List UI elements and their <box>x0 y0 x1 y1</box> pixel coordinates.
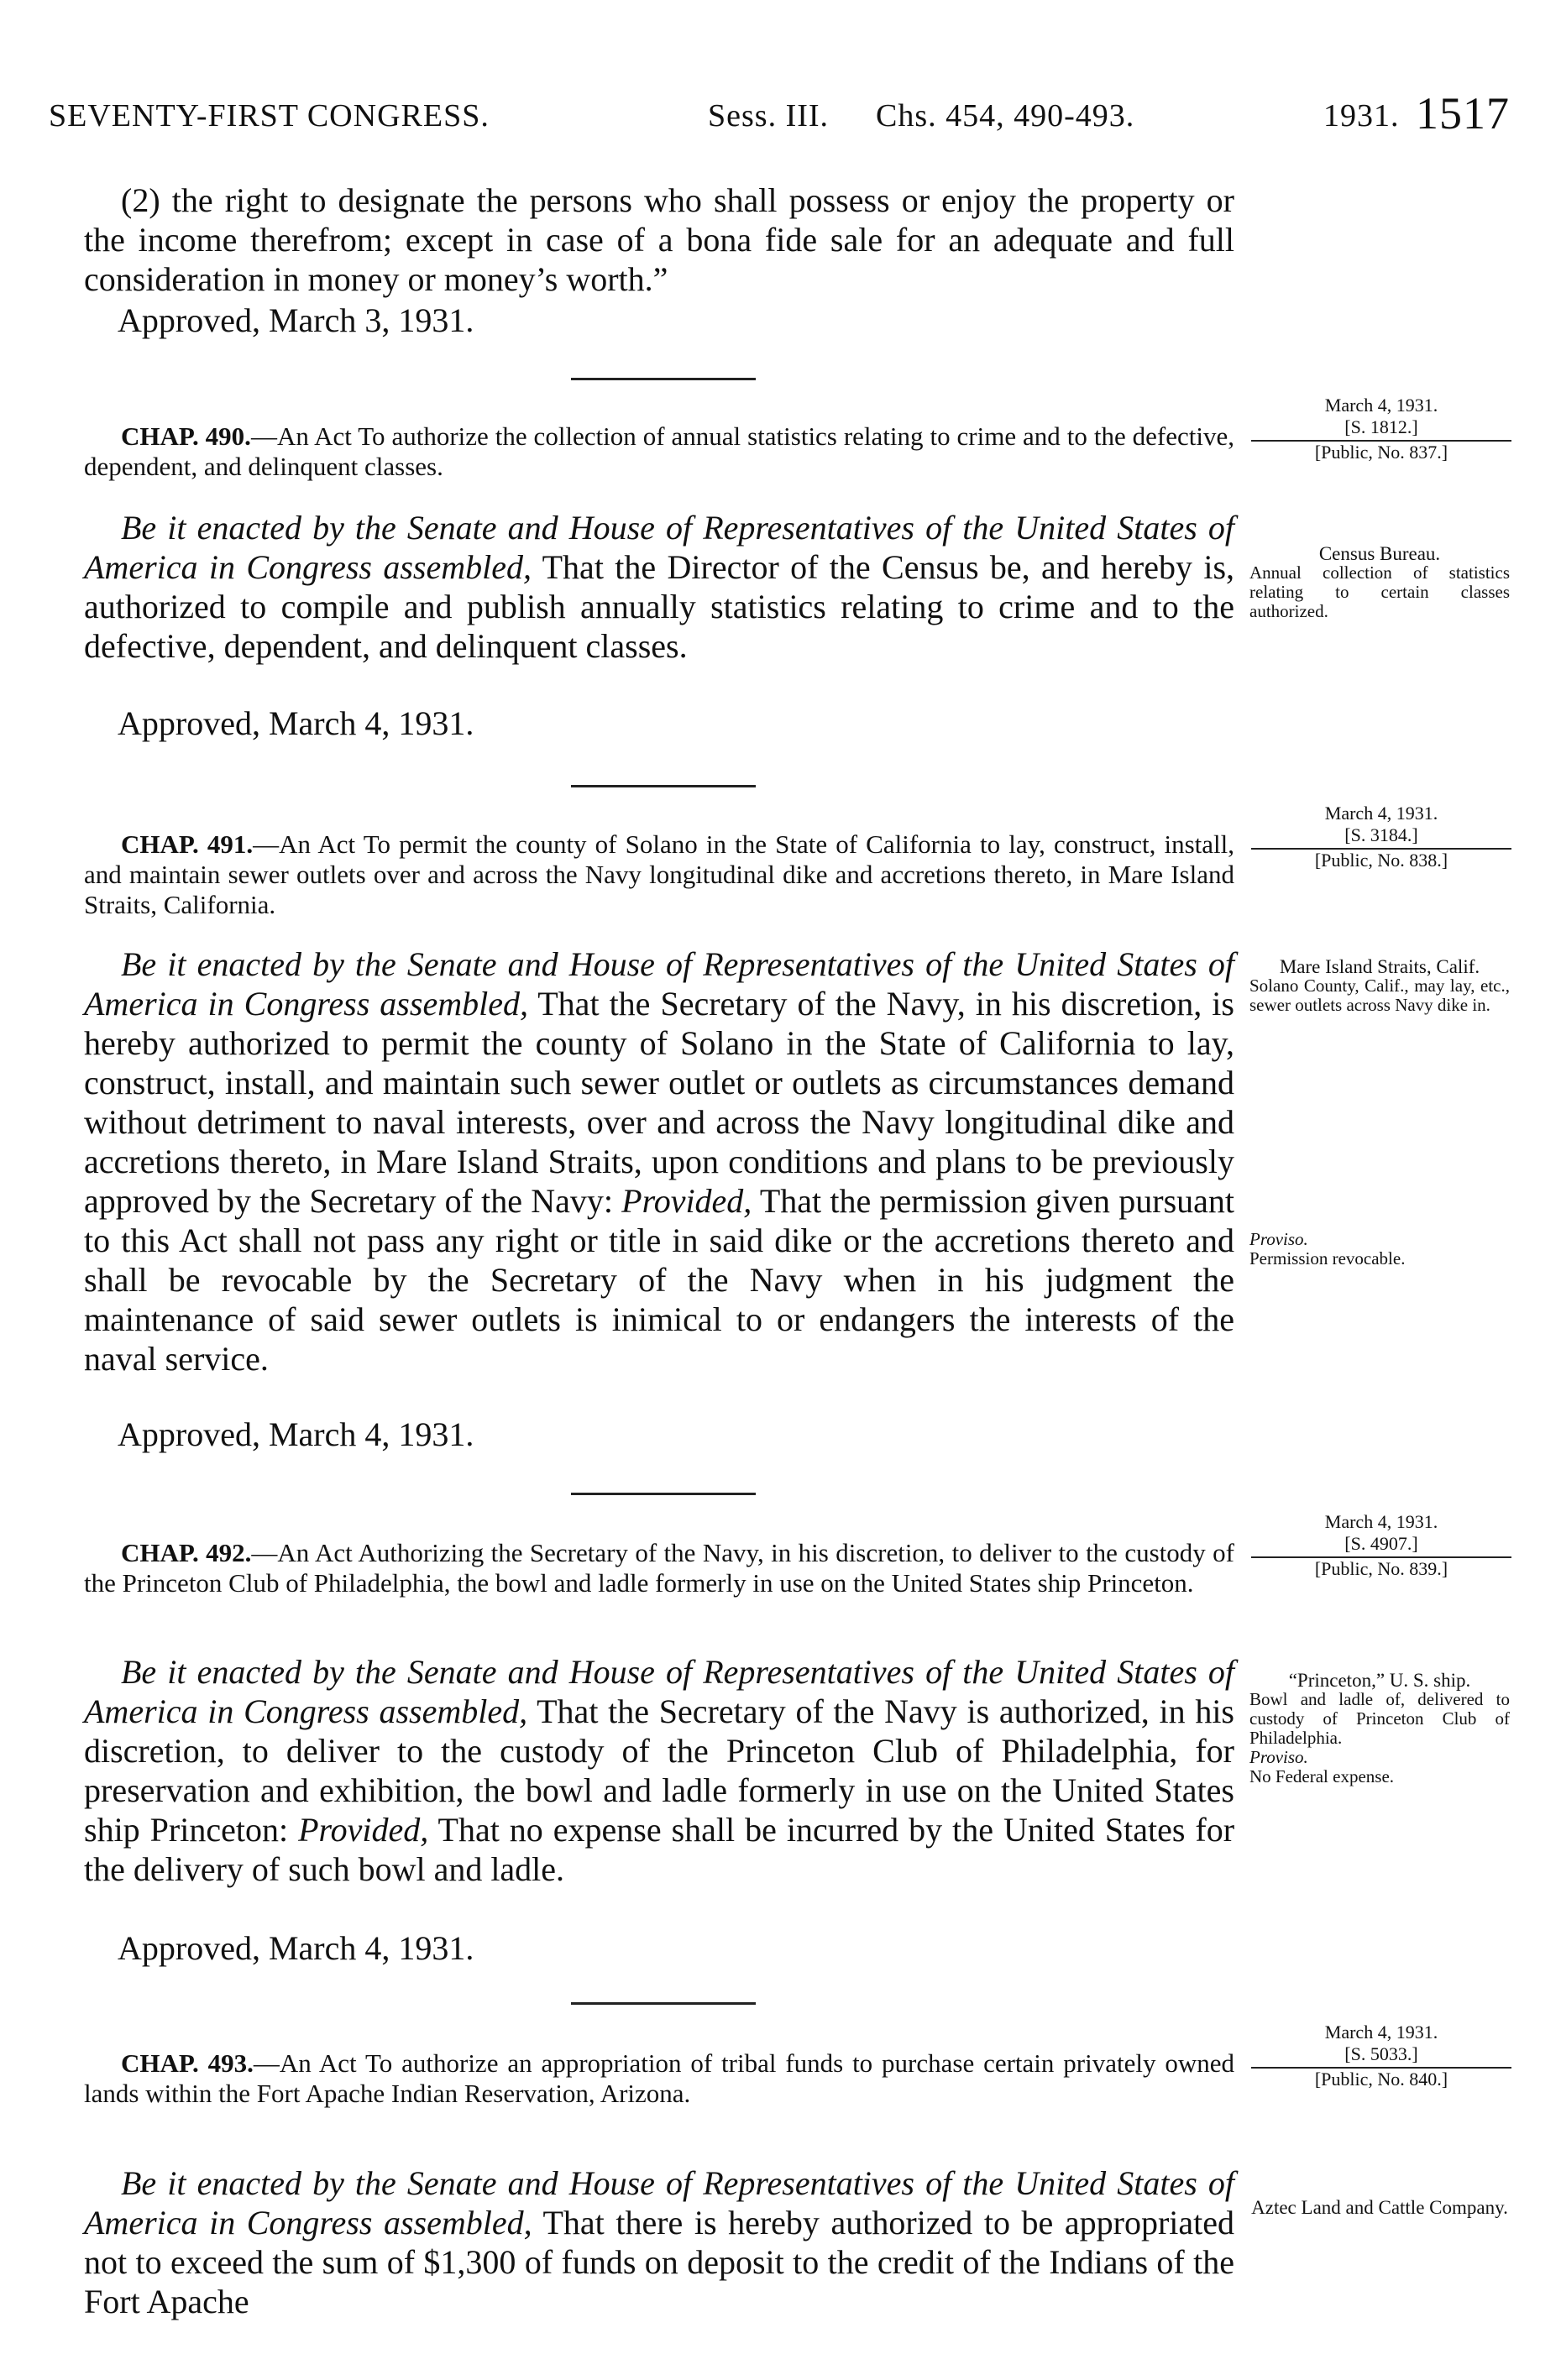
chap492-side-proviso-note: No Federal expense. <box>1249 1766 1395 1786</box>
chap491-title-block <box>84 829 1234 920</box>
chap493-number: CHAP. 493. <box>121 2048 254 2078</box>
chap492-enacting: Be it enacted by the Senate and House of Representatives of the United States of America in Congress assembled, <box>84 1653 1234 1730</box>
chap492-date: March 4, 1931. <box>1324 1511 1438 1532</box>
chap491-side-head: Mare Island Straits, Calif. <box>1279 956 1480 977</box>
chap491-sidenote <box>1249 957 1510 1015</box>
chap491-date: March 4, 1931. <box>1324 803 1438 824</box>
chap490-body <box>84 508 1234 666</box>
chap490-text: That the Director of the Census be, and hereby is, authorized to compile and publish annually statistics relating to crime and to the defective, dependent, and delinquent classes. <box>84 548 1235 665</box>
section-rule <box>571 378 756 380</box>
section-rule <box>571 2002 756 2005</box>
chap490-margin <box>1251 395 1511 463</box>
chap492-body <box>84 1652 1234 1889</box>
chap490-number: CHAP. 490. <box>121 421 251 451</box>
chap491-text-1: That the Secretary of the Navy, in his discretion, is hereby authorized to permit the county of Solano in the State of California to lay, construct, install, and maintain such sewer outlet or outlets as circumstances demand without detriment to naval interests, over and across the Navy longitudinal dike and accretions thereto, in Mare Island Straits, upon conditions and plans to be previously approved by the Secretary of the Navy: <box>84 985 1234 1220</box>
chap493-date: March 4, 1931. <box>1324 2022 1438 2043</box>
chap492-sidenote <box>1249 1671 1510 1786</box>
chap493-text: That there is hereby authorized to be appropriated not to exceed the sum of $1,300 of funds on deposit to the credit of the Indians of the Fort Apache <box>84 2204 1235 2320</box>
chap490-title: —An Act To authorize the collection of annual statistics relating to crime and to the defective, dependent, and delinquent classes. <box>84 421 1234 481</box>
chap492-side-proviso: Proviso. <box>1249 1747 1308 1767</box>
chap491-provided: Provided, <box>621 1182 752 1220</box>
chap493-margin <box>1251 2022 1511 2090</box>
page-number: 1517 <box>1416 88 1510 139</box>
chap490-enacting: Be it enacted by the Senate and House of Representatives of the United States of America in Congress assembled, <box>84 509 1234 586</box>
chap490-bill: [S. 1812.] <box>1251 416 1511 442</box>
chap491-proviso-note <box>1249 1230 1510 1268</box>
running-header <box>49 88 1510 144</box>
chap490-side-note: Annual collection of statistics relating to certain classes authorized. <box>1249 562 1510 621</box>
chap490-sidenote <box>1249 544 1510 621</box>
chap493-title-block <box>84 2048 1234 2109</box>
chap490-side-head: Census Bureau. <box>1318 543 1441 564</box>
continuation-text: (2) the right to designate the persons who shall possess or enjoy the property or the income therefrom; except in case of a bona fide sale for an adequate and full consideration in money or money’s worth.” <box>84 181 1234 298</box>
chap492-side-note: Bowl and ladle of, delivered to custody of Princeton Club of Philadelphia. <box>1249 1689 1510 1748</box>
chap492-title: —An Act Authorizing the Secretary of the Navy, in his discretion, to deliver to the custody of the Princeton Club of Philadelphia, the bowl and ladle formerly in use on the United States ship Princeton. <box>84 1538 1235 1598</box>
chap491-approved: Approved, March 4, 1931. <box>118 1415 474 1453</box>
section-rule <box>571 785 756 787</box>
chap490-public: [Public, No. 837.] <box>1314 442 1448 463</box>
chap492-text-2: That no expense shall be incurred by the United States for the delivery of such bowl and ladle. <box>84 1811 1235 1888</box>
chap491-margin <box>1251 803 1511 871</box>
chap491-public: [Public, No. 838.] <box>1314 850 1448 871</box>
chap491-title: —An Act To permit the county of Solano in the State of California to lay, construct, install, and maintain sewer outlets over and across the Navy longitudinal dike and accretions thereto, in Mare Island Straits, California. <box>84 829 1234 919</box>
chap492-bill: [S. 4907.] <box>1251 1533 1511 1558</box>
chap491-body <box>84 944 1234 1378</box>
chap491-bill: [S. 3184.] <box>1251 824 1511 850</box>
section-rule <box>571 1493 756 1495</box>
chap491-side-proviso: Proviso. <box>1249 1229 1308 1249</box>
chap492-approved: Approved, March 4, 1931. <box>118 1929 474 1967</box>
chap492-number: CHAP. 492. <box>121 1538 252 1567</box>
chap492-text-1: That the Secretary of the Navy is authorized, in his discretion, to deliver to the custody of the Princeton Club of Philadelphia, for preservation and exhibition, the bowl and ladle formerly in use on the United States ship Princeton: <box>84 1692 1234 1849</box>
chap492-side-head: “Princeton,” U. S. ship. <box>1288 1670 1471 1691</box>
chap493-public: [Public, No. 840.] <box>1314 2069 1448 2090</box>
chap491-side-note: Solano County, Calif., may lay, etc., sewer outlets across Navy dike in. <box>1249 976 1510 1015</box>
chap493-sidenote <box>1249 2198 1510 2217</box>
chap490-title-block <box>84 421 1234 482</box>
chap490-approved: Approved, March 4, 1931. <box>118 704 474 742</box>
header-chapters: Chs. 454, 490-493. <box>876 98 1135 133</box>
chap491-enacting: Be it enacted by the Senate and House of Representatives of the United States of America in Congress assembled, <box>84 945 1234 1023</box>
header-congress: SEVENTY-FIRST CONGRESS. <box>49 98 490 133</box>
chap490-date: March 4, 1931. <box>1324 395 1438 416</box>
chap491-text-2: That the permission given pursuant to this Act shall not pass any right or title in said dike or the accretions thereto and shall be revocable by the Secretary of the Navy when in his judgment the maintenance of said sewer outlets is inimical to or endangers the interests of the naval service. <box>84 1182 1235 1378</box>
chap493-bill: [S. 5033.] <box>1251 2043 1511 2069</box>
chap492-margin <box>1251 1511 1511 1580</box>
chap492-title-block <box>84 1538 1234 1598</box>
chap491-side-proviso-note: Permission revocable. <box>1249 1248 1406 1268</box>
continuation-approved: Approved, March 3, 1931. <box>118 301 474 339</box>
chap493-enacting: Be it enacted by the Senate and House of Representatives of the United States of America in Congress assembled, <box>84 2164 1234 2241</box>
chap493-title: —An Act To authorize an appropriation of tribal funds to purchase certain privately owned lands within the Fort Apache Indian Reservation, Arizona. <box>84 2048 1234 2108</box>
chap493-side-head: Aztec Land and Cattle Company. <box>1251 2197 1508 2218</box>
chap493-body <box>84 2163 1234 2321</box>
header-year: 1931. <box>1323 98 1400 133</box>
chap492-public: [Public, No. 839.] <box>1314 1558 1448 1579</box>
chap492-provided: Provided, <box>298 1811 429 1849</box>
chap491-number: CHAP. 491. <box>121 829 254 859</box>
header-session: Sess. III. <box>708 98 830 133</box>
